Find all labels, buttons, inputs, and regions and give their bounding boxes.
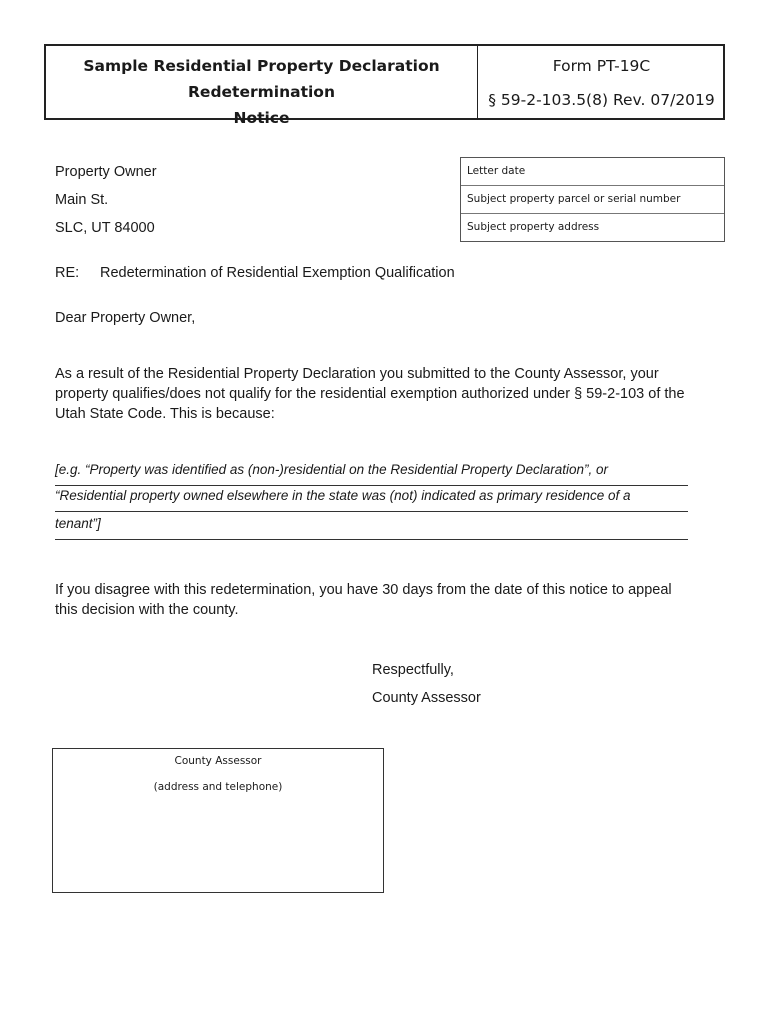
owner-street: Main St. xyxy=(55,192,109,208)
property-address-field[interactable]: Subject property address xyxy=(461,213,724,241)
form-number: Form PT-19C xyxy=(552,57,651,75)
form-title xyxy=(46,46,478,127)
reason-line-3[interactable]: tenant”] xyxy=(55,514,688,540)
assessor-contact-box xyxy=(52,748,384,893)
signature: County Assessor xyxy=(372,690,481,706)
statute-revision: § 59-2-103.5(8) Rev. 07/2019 xyxy=(488,91,715,109)
reason-line-1[interactable]: [e.g. “Property was identified as (non-)residential on the Residential Property Declaration”, or xyxy=(55,460,688,486)
re-label: RE: xyxy=(55,265,80,281)
form-header xyxy=(44,44,725,127)
closing-salutation: Respectfully, xyxy=(372,662,454,678)
form-title-line2: Notice xyxy=(233,109,290,127)
owner-name: Property Owner xyxy=(55,164,157,180)
owner-address xyxy=(55,158,157,242)
assessor-contact: (address and telephone) xyxy=(153,781,283,793)
re-subject: Redetermination of Residential Exemption Qualification xyxy=(100,265,455,281)
closing-block xyxy=(372,656,481,712)
assessor-name: County Assessor xyxy=(174,755,262,767)
owner-city: SLC, UT 84000 xyxy=(55,220,155,236)
greeting: Dear Property Owner, xyxy=(55,310,196,326)
body-paragraph-1: As a result of the Residential Property Declaration you submitted to the County Assessor, your property qualifies/does not qualify for the residential exemption authorized under § 59-2-103 of the Utah State Code. This is because: xyxy=(55,366,685,422)
form-title-line1: Sample Residential Property Declaration Redetermination xyxy=(83,57,440,101)
re-line xyxy=(55,265,455,281)
form-id-block xyxy=(478,46,725,125)
letter-date-field[interactable]: Letter date xyxy=(467,165,526,177)
reason-line-2[interactable]: “Residential property owned elsewhere in the state was (not) indicated as primary residence of a xyxy=(55,486,688,512)
body-paragraph-2: If you disagree with this redetermination, you have 30 days from the date of this notice to appeal this decision with the county. xyxy=(55,582,672,618)
parcel-number-field[interactable]: Subject property parcel or serial number xyxy=(461,185,724,213)
property-info-table xyxy=(460,157,725,242)
